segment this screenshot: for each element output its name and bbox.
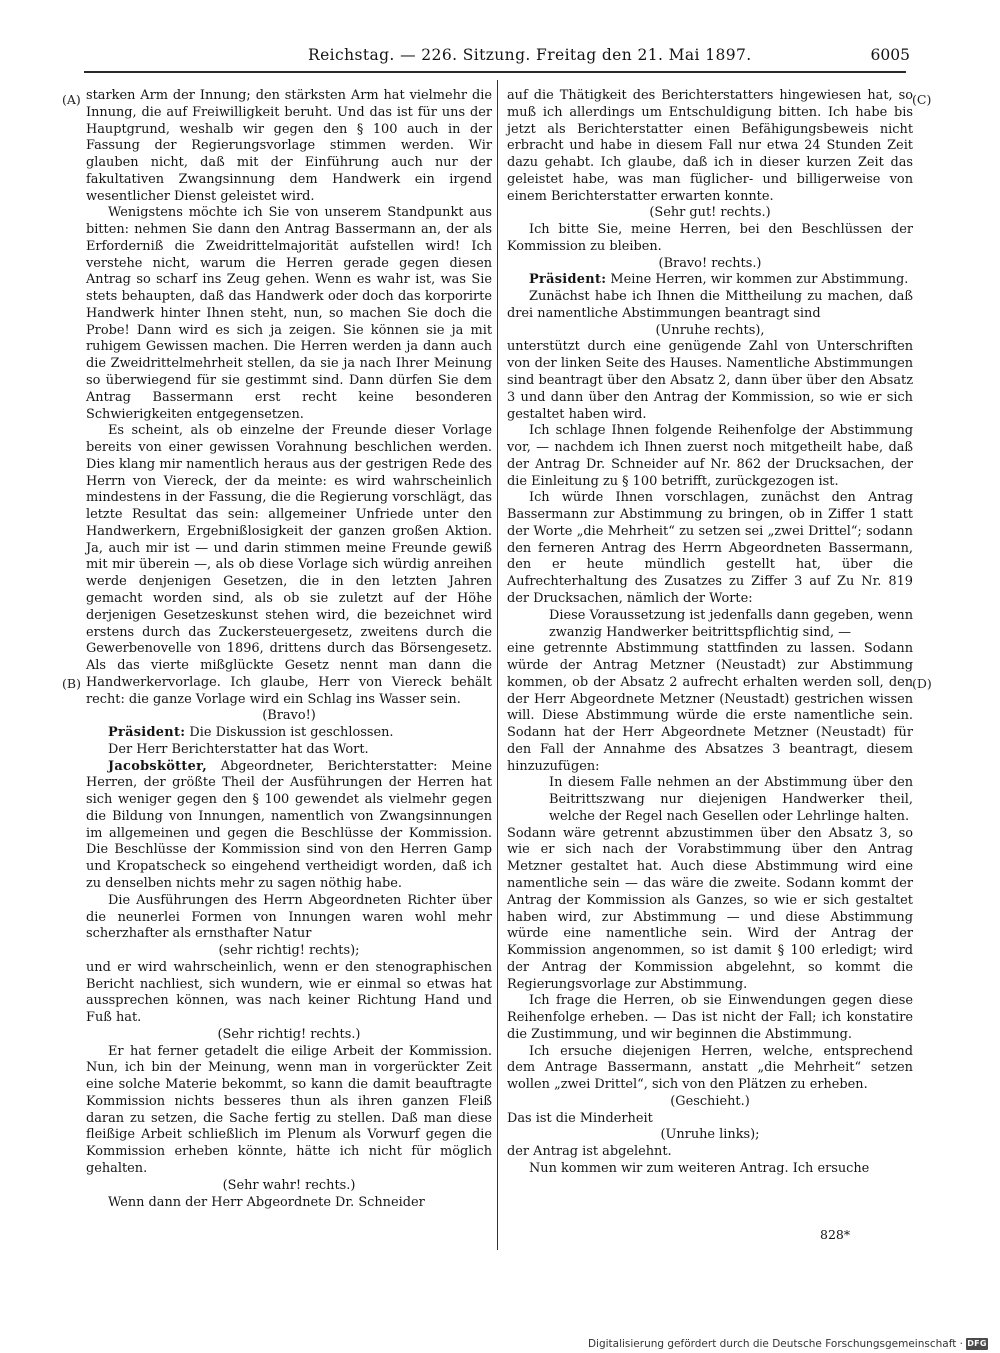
- paragraph-text: (Unruhe links);: [660, 1127, 760, 1143]
- interjection: [86, 943, 492, 960]
- paragraph: [86, 88, 492, 205]
- paragraph-text: Der Herr Berichterstatter hat das Wort.: [108, 741, 369, 757]
- paragraph-text: Wenigstens möchte ich Sie von unserem Standpunkt aus bitten: nehmen Sie dann den Antrag Bassermann an, der als Erforderniß die Zweidrittelmajorität aufstellen wird! Ich verstehe nicht, warum die Herren gerade gegen diesen Antrag so scharf ins Zeug gehen. Wenn es wahr ist, was Sie stets behaupten, daß das Handwerk oder doch das korporirte Handwerk hinter Ihnen steht, nun, so machen Sie doch die Probe! Dann wird es sich ja zeigen. Sie können sie ja mit ruhigem Gewissen machen. Die Herren werden ja dann auch die Zweidrittelmehrheit stellen, da sie ja nach Ihrer Meinung so überwiegend für sie gestimmt sind. Dann dürfen Sie dem Antrag Bassermann erst recht keine besonderen Schwierigkeiten entgegensetzen.: [86, 205, 492, 422]
- page-number: 6005: [870, 46, 910, 64]
- page-footer: [588, 1336, 988, 1352]
- paragraph-text: (Geschieht.): [670, 1093, 750, 1109]
- interjection: [507, 256, 913, 273]
- header-rule: [84, 71, 906, 73]
- paragraph: [86, 725, 492, 742]
- paragraph: [507, 993, 913, 1043]
- paragraph-text: (Bravo!): [262, 708, 316, 724]
- paragraph: [86, 423, 492, 708]
- column-divider: [497, 80, 498, 1250]
- paragraph: [86, 893, 492, 943]
- paragraph-text: Zunächst habe ich Ihnen die Mittheilung zu machen, daß drei namentliche Abstimmungen beantragt sind: [507, 289, 913, 321]
- paragraph: [507, 1044, 913, 1094]
- paragraph-text: (Bravo! rechts.): [658, 255, 762, 271]
- paragraph: [507, 490, 913, 607]
- interjection: [86, 1178, 492, 1195]
- paragraph-text: Ich ersuche diejenigen Herren, welche, entsprechend dem Antrage Bassermann, anstatt „die Mehrheit“ setzen wollen „zwei Drittel“, sich von den Plätzen zu erheben.: [507, 1043, 913, 1093]
- margin-marker-d: (D): [912, 676, 932, 691]
- paragraph: [507, 289, 913, 323]
- signature-mark: 828*: [820, 1227, 851, 1242]
- paragraph: [86, 1195, 492, 1212]
- paragraph: [507, 339, 913, 423]
- paragraph-text: (Sehr wahr! rechts.): [222, 1177, 356, 1193]
- paragraph-text: Die Ausführungen des Herrn Abgeordneten Richter über die neunerlei Formen von Innungen waren wohl mehr scherzhafter als ernsthafter Natur: [86, 892, 492, 942]
- paragraph-text: Wenn dann der Herr Abgeordnete Dr. Schneider: [108, 1194, 425, 1210]
- paragraph: [86, 1044, 492, 1178]
- paragraph-text: Ich bitte Sie, meine Herren, bei den Beschlüssen der Kommission zu bleiben.: [507, 222, 913, 254]
- paragraph: [507, 1161, 913, 1178]
- paragraph-text: Ich würde Ihnen vorschlagen, zunächst den Antrag Bassermann zur Abstimmung zu bringen, ob in Ziffer 1 statt der Worte „die Mehrheit“ zu setzen sei „zwei Drittel“; sodann den ferneren Antrag des Herrn Abgeordneten Bassermann, den er heute mündlich gestellt hat, über die Aufrechterhaltung des Zusatzes zu Ziffer 3 auf Zu Nr. 819 der Drucksachen, nämlich der Worte:: [507, 490, 913, 606]
- paragraph: [507, 222, 913, 256]
- paragraph: [86, 960, 492, 1027]
- paragraph: [86, 759, 492, 893]
- paragraph-text: (Sehr richtig! rechts.): [217, 1026, 361, 1042]
- page-header: [60, 44, 910, 72]
- paragraph-text: unterstützt durch eine genügende Zahl von Unterschriften von der linken Seite des Hauses. Namentliche Abstimmungen sind beantragt über den Absatz 2, dann über über den Absatz 3 und dann über den Antrag der Kommission, so wie er sich gestaltet haben wird.: [507, 339, 913, 422]
- paragraph-text: auf die Thätigkeit des Berichterstatters hingewiesen hat, so muß ich allerdings um Entschuldigung bitten. Ich habe bis jetzt als Berichterstatter einen Befähigungsbeweis nicht erbracht und habe in diesem Fall nur etwa 24 Stunden Zeit dazu gehabt. Ich glaube, daß ich in dieser kurzen Zeit das geleistet habe, was man füglicher- und billigerweise von einem Berichterstatter erwarten konnte.: [507, 88, 913, 204]
- paragraph: [507, 641, 913, 775]
- paragraph-text: Diese Voraussetzung ist jedenfalls dann gegeben, wenn zwanzig Handwerker beitrittspflichtig sind, —: [549, 607, 913, 640]
- interjection: [86, 708, 492, 725]
- quoted-text: [507, 608, 913, 642]
- paragraph-text: Meine Herren, wir kommen zur Abstimmung.: [610, 272, 909, 288]
- running-title: Reichstag. — 226. Sitzung. Freitag den 21. Mai 1897.: [308, 46, 752, 64]
- footer-text: Digitalisierung gefördert durch die Deutsche Forschungsgemeinschaft ·: [587, 1338, 963, 1350]
- paragraph: [86, 205, 492, 423]
- paragraph-text: In diesem Falle nehmen an der Abstimmung über den Beitrittszwang nur diejenigen Handwerker theil, welche der Regel nach Gesellen oder Lehrlinge halten.: [549, 775, 913, 824]
- paragraph-text: Das ist die Minderheit: [507, 1110, 653, 1126]
- interjection: [507, 323, 913, 340]
- margin-marker-b: (B): [62, 676, 81, 691]
- margin-marker-a: (A): [62, 92, 81, 107]
- paragraph: [507, 1111, 913, 1128]
- interjection: [507, 1094, 913, 1111]
- paragraph-text: Sodann wäre getrennt abzustimmen über den Absatz 3, so wie er sich nach der Vorabstimmung über den Antrag Metzner gestaltet hat. Auch diese Abstimmung wird eine namentliche sein — das wäre die zweite. Sodann kommt der Antrag der Kommission als Ganzes, so wie er sich gestaltet haben wird, zur Abstimmung — und diese Abstimmung würde eine namentliche sein. Wird der Antrag der Kommission angenommen, so ist damit § 100 erledigt; wird der Antrag der Kommission abgelehnt, so kommt die Regierungsvorlage zur Abstimmung.: [507, 825, 913, 992]
- paragraph: [507, 826, 913, 994]
- paragraph: [507, 88, 913, 205]
- quoted-text: [507, 775, 913, 825]
- right-column: [507, 88, 913, 1178]
- paragraph-text: eine getrennte Abstimmung stattfinden zu lassen. Sodann würde der Antrag Metzner (Neustadt) zur Abstimmung kommen, ob der Absatz 2 aufrecht erhalten werden soll, den der Herr Abgeordnete Metzner (Neustadt) gestrichen wissen will. Diese Abstimmung würde die erste namentliche sein. Sodann hat der Herr Abgeordnete Metzner (Neustadt) für den Fall der Annahme des Absatzes 3 beantragt, diesem hinzuzufügen:: [507, 641, 913, 774]
- interjection: [507, 1127, 913, 1144]
- paragraph-text: Die Diskussion ist geschlossen.: [189, 725, 394, 741]
- paragraph-text: (sehr richtig! rechts);: [218, 943, 360, 959]
- paragraph-text: starken Arm der Innung; den stärksten Arm hat vielmehr die Innung, die auf Freiwilligkeit beruht. Und das ist für uns der Hauptgrund, weshalb wir gegen den § 100 auch in der Fassung der Regierungsvorlage stimmen werden. Wir glauben nicht, daß mit der Einführung auch nur der fakultativen Zwangsinnung dem Handwerk ein irgend wesentlicher Dienst geleistet wird.: [86, 88, 492, 204]
- paragraph-text: Er hat ferner getadelt die eilige Arbeit der Kommission. Nun, ich bin der Meinung, wenn man in vorgerückter Zeit eine solche Materie bekommt, so kann die damit beauftragte Kommission nichts besseres thun als ihren ganzen Fleiß daran zu setzen, die Sache fertig zu stellen. Daß man diese fleißige Arbeit schließlich im Plenum als Vorwurf gegen die Kommission erheben könnte, hätte ich nicht für möglich gehalten.: [86, 1043, 492, 1176]
- margin-marker-c: (C): [912, 92, 932, 107]
- paragraph: [507, 272, 913, 289]
- paragraph-text: Nun kommen wir zum weiteren Antrag. Ich ersuche: [529, 1161, 870, 1176]
- paragraph-text: Es scheint, als ob einzelne der Freunde dieser Vorlage bereits von einer gewissen Vorahnung beschlichen werden. Dies klang mir namentlich heraus aus der gestrigen Rede des Herrn von Viereck, der da meinte: es wird wahrscheinlich mindestens in der Fassung, die die Regierung vorschlägt, das letzte Resultat das sein: allgemeiner Unfriede unter den Handwerkern, Ergebnißlosigkeit der ganzen großen Aktion. Ja, auch mir ist — und darin stimmen meine Freunde gewiß mit mir überein —, als ob diese Vorlage sich würdig anreihen werde denjenigen Gesetzen, die in den letzten Jahren gemacht worden sind, als ob sie zuletzt auf der Höhe derjenigen Gesetzeskunst stehen wird, die bezeichnet wird erstens durch das Zuckersteuergesetz, zweitens durch die Gewerbenovelle von 1896, drittens durch das Börsengesetz. Als das vierte mißglückte Gesetz nennt man dann die Handwerkervorlage. Ich glaube, Herr von Viereck behält recht: die ganze Vorlage wird ein Schlag ins Wasser sein.: [86, 423, 492, 707]
- left-column: [86, 88, 492, 1211]
- interjection: [507, 205, 913, 222]
- speaker-name: Jacobskötter,: [108, 758, 208, 774]
- interjection: [86, 1027, 492, 1044]
- paragraph: [507, 1144, 913, 1161]
- paragraph: [86, 742, 492, 759]
- speaker-name: Präsident:: [529, 272, 607, 288]
- paragraph-text: Ich schlage Ihnen folgende Reihenfolge der Abstimmung vor, — nachdem ich Ihnen zuerst noch mitgetheilt habe, daß der Antrag Dr. Schneider auf Nr. 862 der Drucksachen, der die Einleitung zu § 100 betrifft, zurückgezogen ist.: [507, 423, 913, 489]
- paragraph-text: (Sehr gut! rechts.): [649, 205, 771, 221]
- paragraph-text: der Antrag ist abgelehnt.: [507, 1144, 672, 1160]
- paragraph-text: Ich frage die Herren, ob sie Einwendungen gegen diese Reihenfolge erheben. — Das ist nicht der Fall; ich konstatire die Zustimmung, und wir beginnen die Abstimmung.: [507, 993, 913, 1042]
- speaker-name: Präsident:: [108, 725, 186, 741]
- paragraph-text: Abgeordneter, Berichterstatter: Meine Herren, der größte Theil der Ausführungen der Herren hat sich weniger gegen den § 100 gewendet als vielmehr gegen die Bildung von Innungen, namentlich von Zwangsinnungen im allgemeinen und gegen die Beschlüsse der Kommission. Die Beschlüsse der Kommission sind von den Herren Gamp und Kropatscheck so eingehend vertheidigt worden, daß ich zu denselben nichts mehr zu sagen nöthig habe.: [86, 758, 492, 891]
- paragraph-text: (Unruhe rechts),: [655, 322, 765, 338]
- dfg-logo: DFG: [967, 1339, 987, 1348]
- paragraph-text: und er wird wahrscheinlich, wenn er den stenographischen Bericht nachliest, sich wundern, wie er einmal so etwas hat aussprechen können, was nach keiner Richtung Hand und Fuß hat.: [86, 959, 492, 1026]
- paragraph: [507, 423, 913, 490]
